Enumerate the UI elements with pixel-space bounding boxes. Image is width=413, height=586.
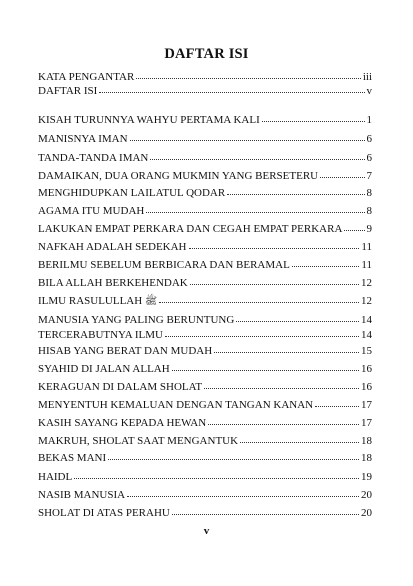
dot-leader [165, 336, 359, 337]
toc-entry-page: 18 [361, 452, 372, 464]
toc-entry-title: HAIDL [38, 471, 73, 483]
toc-entry-title: MAKRUH, SHOLAT SAAT MENGANTUK [38, 435, 239, 447]
dot-leader [208, 424, 359, 425]
toc-entry-page: 6 [366, 133, 372, 145]
toc-entry [38, 434, 372, 448]
toc-entry-page: 16 [361, 381, 372, 393]
toc-entry-page: iii [362, 71, 372, 83]
dot-leader [344, 230, 364, 231]
toc-entry [38, 328, 372, 342]
toc-entry-page: v [366, 85, 372, 97]
dot-leader [172, 370, 359, 371]
dot-leader [292, 266, 360, 267]
dot-leader [172, 514, 359, 515]
dot-leader [127, 496, 359, 497]
toc-entry-title: KATA PENGANTAR [38, 71, 135, 83]
toc-entry [38, 416, 372, 430]
toc-entry [38, 70, 372, 84]
dot-leader [262, 121, 365, 122]
toc-entry-page: 6 [366, 152, 372, 164]
toc-entry-page: 7 [366, 170, 372, 182]
toc-entry-title: LAKUKAN EMPAT PERKARA DAN CEGAH EMPAT PERKARA [38, 223, 343, 235]
toc-entry [38, 151, 372, 165]
dot-leader [136, 78, 361, 79]
dot-leader [236, 321, 359, 322]
toc-entry [38, 380, 372, 394]
dot-leader [190, 284, 359, 285]
toc-entry-title [38, 294, 157, 309]
dot-leader [74, 478, 359, 479]
toc-entry-title: SYAHID DI JALAN ALLAH [38, 363, 170, 375]
toc-entry-page: 14 [361, 329, 372, 341]
toc-entry [38, 294, 372, 308]
toc-entry [38, 186, 372, 200]
dot-leader [227, 194, 364, 195]
toc-entry-page: 1 [366, 114, 372, 126]
toc-entry [38, 313, 372, 327]
toc-entry [38, 222, 372, 236]
toc-entry [38, 506, 372, 520]
toc-entry-title: HISAB YANG BERAT DAN MUDAH [38, 345, 213, 357]
dot-leader [159, 302, 359, 303]
toc-entry-title: MENYENTUH KEMALUAN DENGAN TANGAN KANAN [38, 399, 314, 411]
toc-entry-page: 12 [361, 295, 372, 307]
dot-leader [189, 248, 360, 249]
toc-entry [38, 276, 372, 290]
dot-leader [108, 459, 359, 460]
toc-entry-page: 17 [361, 399, 372, 411]
toc-entry-title: KERAGUAN DI DALAM SHOLAT [38, 381, 203, 393]
toc-entry [38, 113, 372, 127]
toc-entry [38, 169, 372, 183]
toc-entry [38, 344, 372, 358]
toc-entry-page: 16 [361, 363, 372, 375]
toc-entry-title: MANISNYA IMAN [38, 133, 128, 145]
toc-entry-page: 18 [361, 435, 372, 447]
toc-entry [38, 362, 372, 376]
toc-entry-page: 12 [361, 277, 372, 289]
dot-leader [240, 442, 359, 443]
dot-leader [130, 140, 365, 141]
salawat-glyph: ﷺ [144, 296, 158, 307]
toc-entry-page: 15 [361, 345, 372, 357]
toc-entry-title-text: ILMU RASULULLAH [38, 295, 143, 307]
toc-entry-title: MENGHIDUPKAN LAILATUL QODAR [38, 187, 226, 199]
toc-entry-title: AGAMA ITU MUDAH [38, 205, 145, 217]
dot-leader [146, 212, 364, 213]
toc-entry-page: 17 [361, 417, 372, 429]
toc-entry-title: BERILMU SEBELUM BERBICARA DAN BERAMAL [38, 259, 290, 271]
toc-entry [38, 132, 372, 146]
toc-entry-title: DAFTAR ISI [38, 85, 98, 97]
toc-entry [38, 470, 372, 484]
toc-entry [38, 398, 372, 412]
toc-entry-title: NASIB MANUSIA [38, 489, 126, 501]
toc-entry-page: 11 [361, 259, 372, 271]
toc-entry [38, 84, 372, 98]
toc-entry [38, 258, 372, 272]
toc-entry-page: 11 [361, 241, 372, 253]
toc-entry-title: MANUSIA YANG PALING BERUNTUNG [38, 314, 235, 326]
toc-entry-title: BILA ALLAH BERKEHENDAK [38, 277, 188, 289]
toc-entry [38, 240, 372, 254]
toc-entry-page: 19 [361, 471, 372, 483]
toc-entry [38, 488, 372, 502]
dot-leader [204, 388, 359, 389]
toc-entry-title: KASIH SAYANG KEPADA HEWAN [38, 417, 207, 429]
toc-entry-page: 14 [361, 314, 372, 326]
toc-entry-page: 20 [361, 489, 372, 501]
dot-leader [99, 92, 364, 93]
toc-entry-title: BEKAS MANI [38, 452, 107, 464]
toc-entry [38, 451, 372, 465]
toc-entry-title: SHOLAT DI ATAS PERAHU [38, 507, 170, 519]
toc-entry-title: TANDA-TANDA IMAN [38, 152, 149, 164]
dot-leader [150, 159, 364, 160]
toc-entry-title: DAMAIKAN, DUA ORANG MUKMIN YANG BERSETERU [38, 170, 319, 182]
toc-entry-title: TERCERABUTNYA ILMU [38, 329, 163, 341]
toc-entry-page: 8 [366, 205, 372, 217]
toc-entry [38, 204, 372, 218]
dot-leader [315, 406, 359, 407]
toc-entry-page: 20 [361, 507, 372, 519]
toc-entry-title: KISAH TURUNNYA WAHYU PERTAMA KALI [38, 114, 260, 126]
page-number: v [203, 525, 210, 537]
toc-heading: DAFTAR ISI [164, 46, 249, 62]
toc-entry-title: NAFKAH ADALAH SEDEKAH [38, 241, 187, 253]
dot-leader [214, 352, 359, 353]
toc-entry-page: 9 [366, 223, 372, 235]
dot-leader [320, 177, 364, 178]
toc-entry-page: 8 [366, 187, 372, 199]
